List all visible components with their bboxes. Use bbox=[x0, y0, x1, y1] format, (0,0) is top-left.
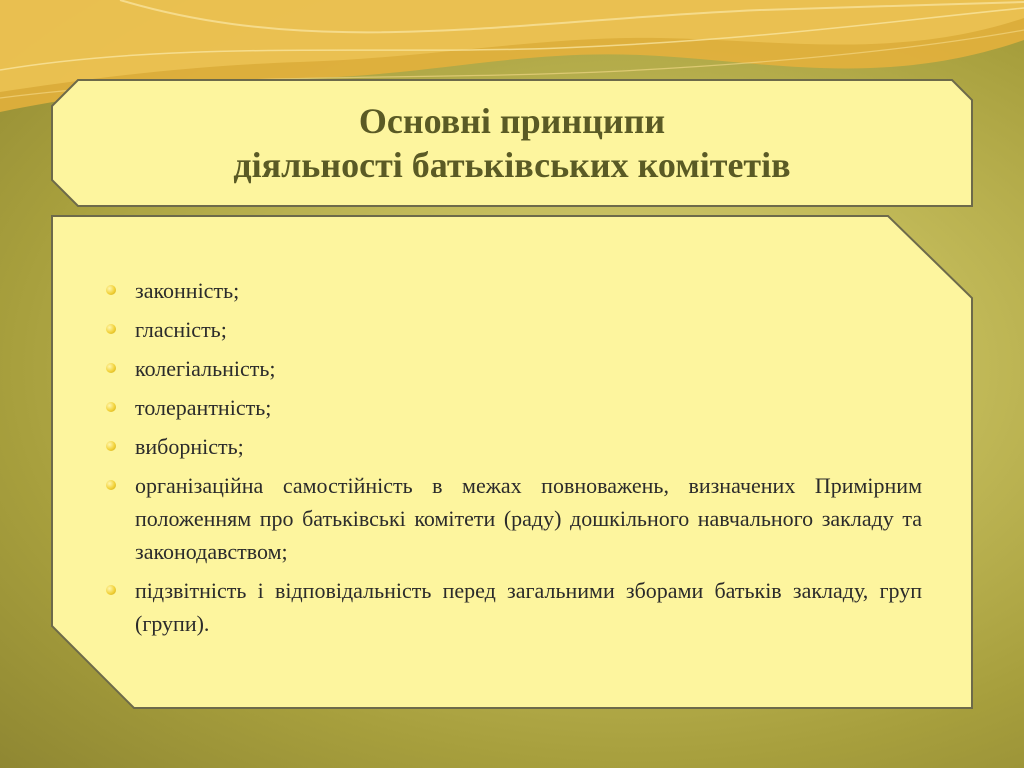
slide-title-line-1: Основні принципи bbox=[358, 101, 666, 141]
content-panel bbox=[50, 214, 974, 710]
list-item-text: виборність; bbox=[135, 434, 244, 459]
list-item bbox=[132, 430, 922, 463]
bullet-dot-icon bbox=[106, 285, 116, 295]
bullet-dot-icon bbox=[106, 402, 116, 412]
list-item bbox=[132, 391, 922, 424]
principles-list bbox=[132, 274, 922, 646]
slide-title bbox=[50, 78, 974, 208]
list-item-text: підзвітність і відповідальність перед загальними зборами батьків закладу, груп (групи). bbox=[135, 578, 922, 636]
list-item-text: законність; bbox=[135, 278, 240, 303]
bullet-dot-icon bbox=[106, 585, 116, 595]
list-item bbox=[132, 352, 922, 385]
bullet-dot-icon bbox=[106, 363, 116, 373]
list-item bbox=[132, 313, 922, 346]
list-item bbox=[132, 574, 922, 640]
bullet-dot-icon bbox=[106, 480, 116, 490]
list-item bbox=[132, 469, 922, 568]
list-item bbox=[132, 274, 922, 307]
list-item-text: гласність; bbox=[135, 317, 227, 342]
bullet-dot-icon bbox=[106, 324, 116, 334]
slide-title-line-2: діяльності батьківських комітетів bbox=[233, 145, 791, 185]
list-item-text: організаційна самостійність в межах повноважень, визначених Примірним положенням про батьківські комітети (раду) дошкільного навчального закладу та законодавством; bbox=[135, 473, 922, 564]
list-item-text: колегіальність; bbox=[135, 356, 276, 381]
bullet-dot-icon bbox=[106, 441, 116, 451]
title-panel bbox=[50, 78, 974, 208]
list-item-text: толерантність; bbox=[135, 395, 272, 420]
